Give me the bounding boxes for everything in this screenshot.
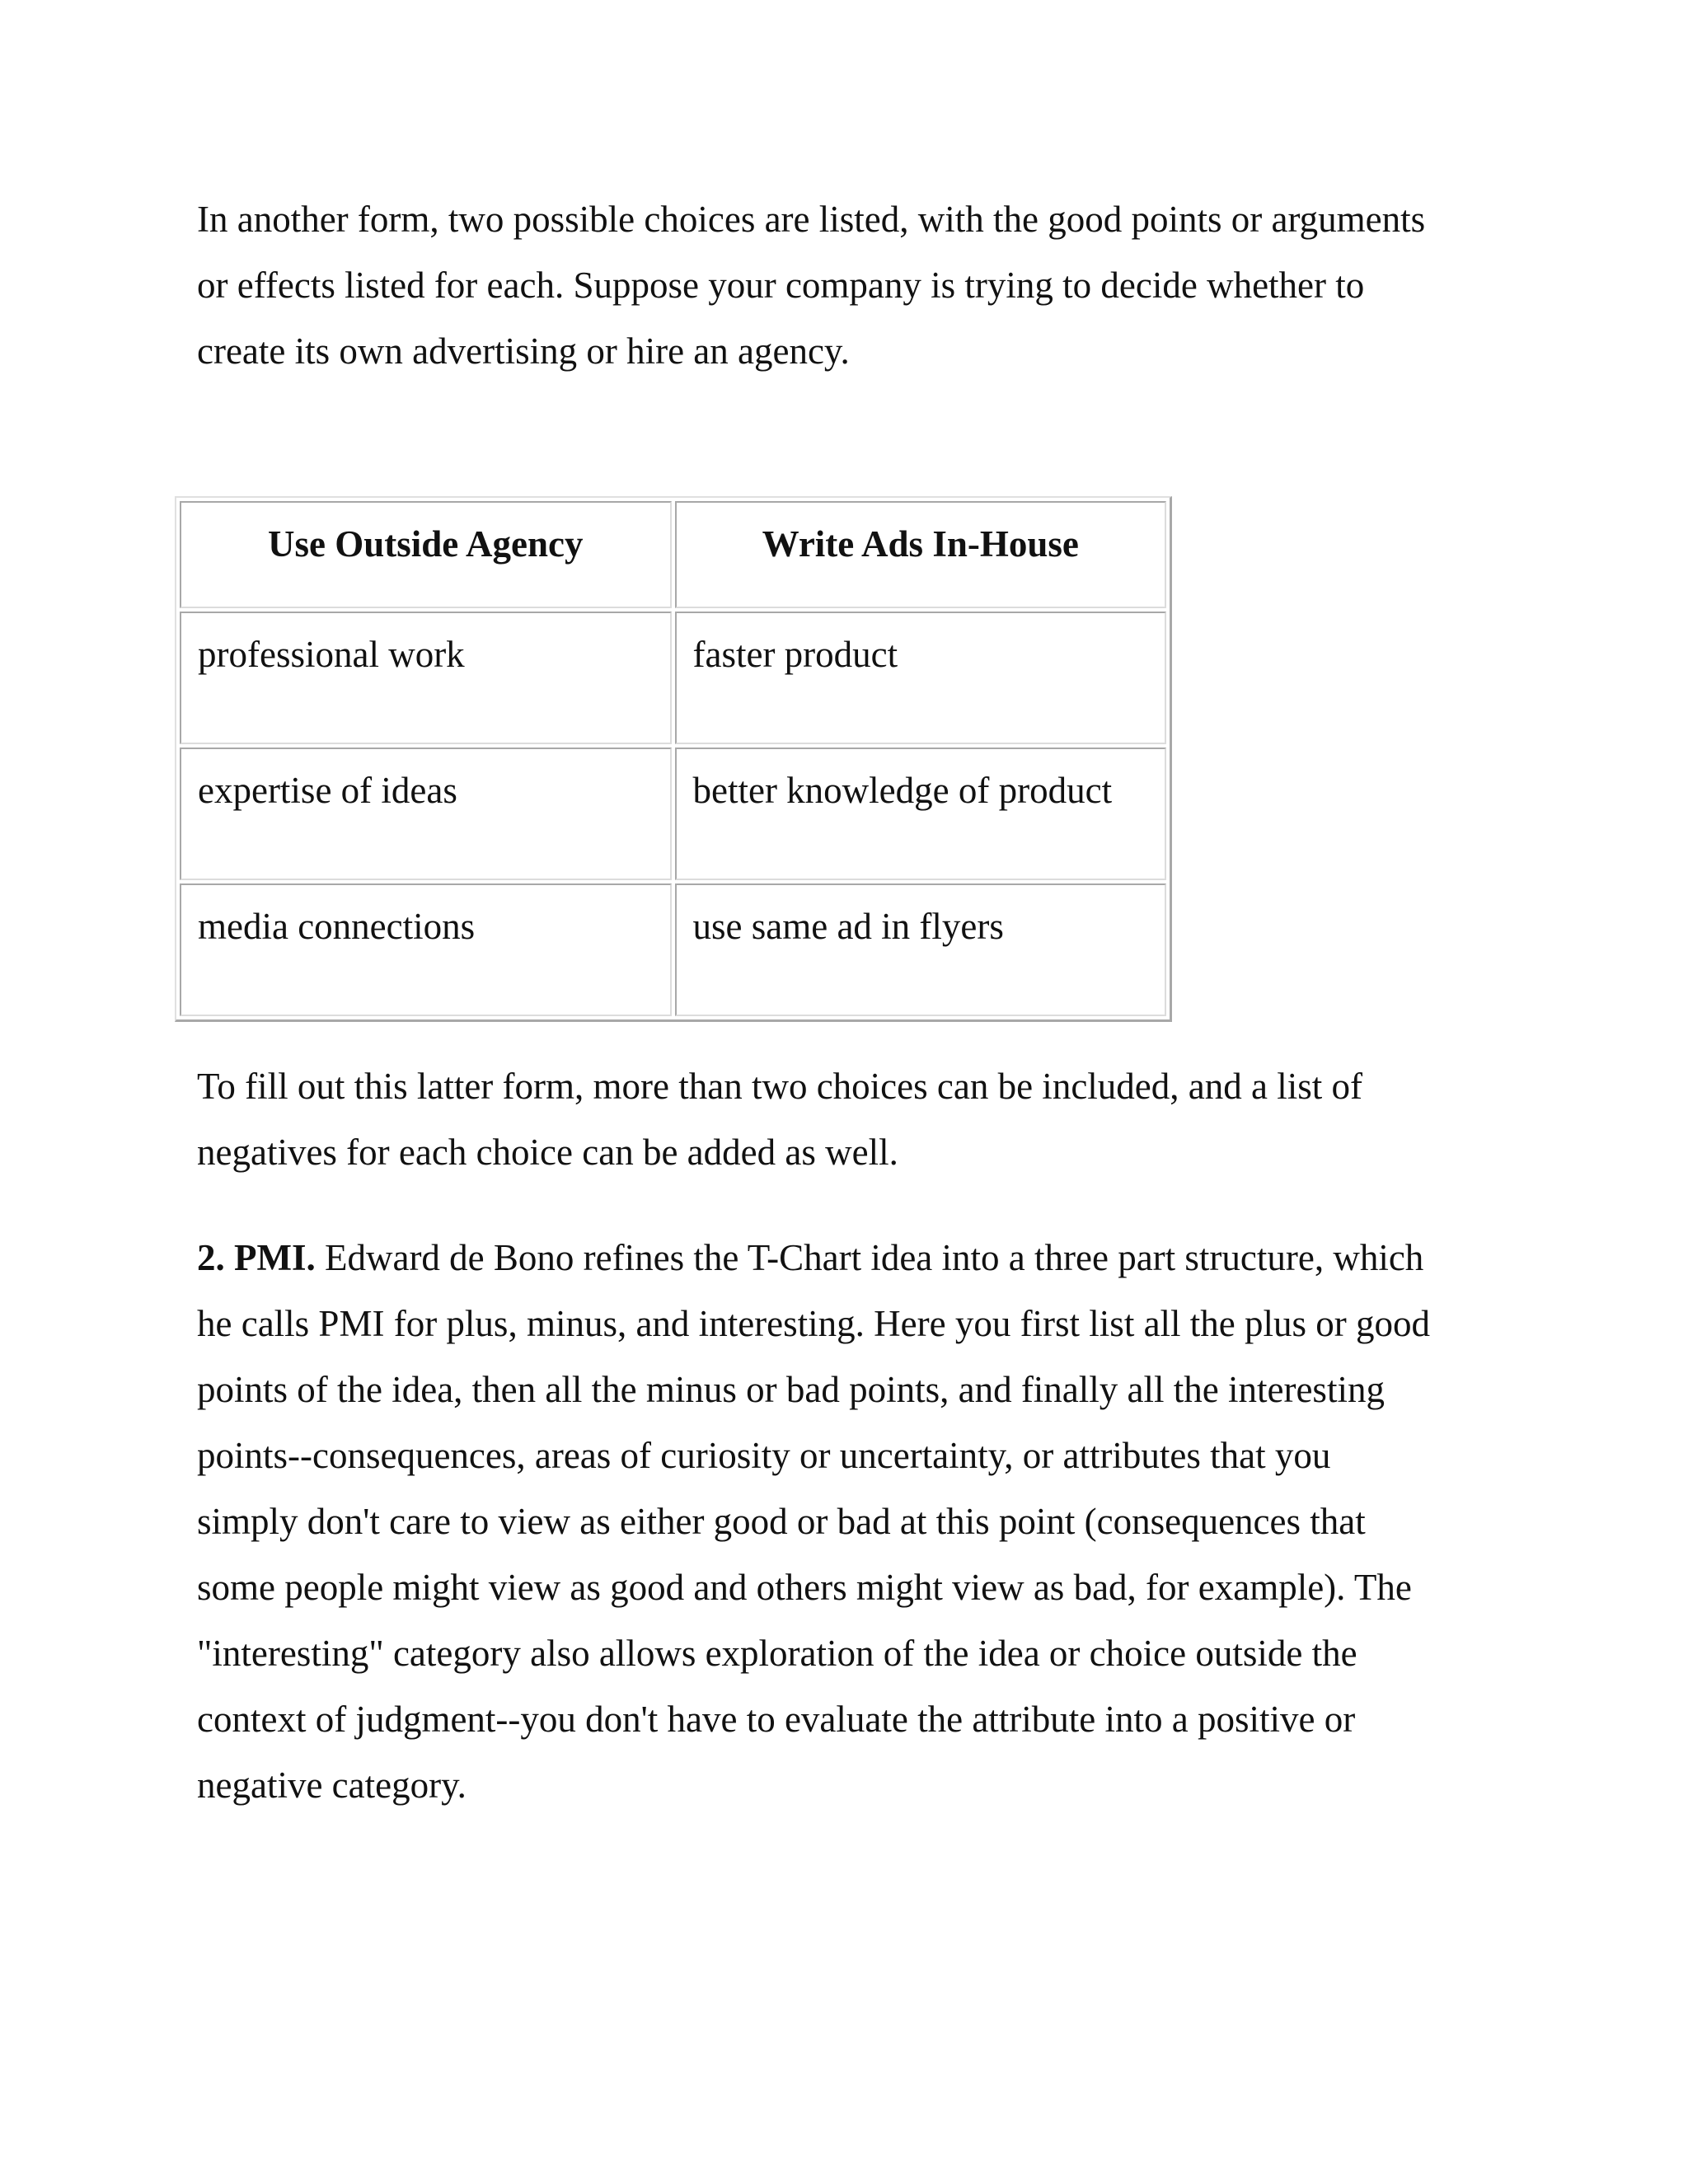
table-row: [180, 883, 1166, 1016]
table-cell: better knowledge of product: [675, 748, 1167, 880]
table-cell: media connections: [180, 883, 672, 1016]
pmi-body: Edward de Bono refines the T-Chart idea into a three part structure, which he calls PMI for plus, minus, and interesting. Here you first list all the plus or good points of the idea, then all the minus or bad points, and finally all the interesting points--consequences, areas of curiosity or uncertainty, or attributes that you simply don't care to view as either good or bad at this point (consequences that some people might view as good and others might view as bad, for example). The "interesting" category also allows exploration of the idea or choice outside the context of judgment--you don't have to evaluate the attribute into a positive or negative category.: [197, 1237, 1431, 1806]
pmi-paragraph: [197, 1225, 1483, 1818]
table-row: [180, 748, 1166, 880]
pmi-heading: 2. PMI.: [197, 1237, 316, 1278]
table-row: [180, 612, 1166, 744]
table-cell: professional work: [180, 612, 672, 744]
table-cell: expertise of ideas: [180, 748, 672, 880]
table-cell: use same ad in flyers: [675, 883, 1167, 1016]
column-header-in-house: Write Ads In-House: [675, 501, 1167, 608]
column-header-outside-agency: Use Outside Agency: [180, 501, 672, 608]
table-header-row: [180, 501, 1166, 608]
table-cell: faster product: [675, 612, 1167, 744]
latter-form-paragraph: To fill out this latter form, more than two choices can be included, and a list of negatives for each choice can be added as well.: [197, 1066, 1362, 1173]
t-chart-table: [175, 496, 1172, 1022]
intro-paragraph: In another form, two possible choices are listed, with the good points or arguments or effects listed for each. Suppose your company is trying to decide whether to create its own advertising or hire an agency.: [197, 199, 1426, 372]
